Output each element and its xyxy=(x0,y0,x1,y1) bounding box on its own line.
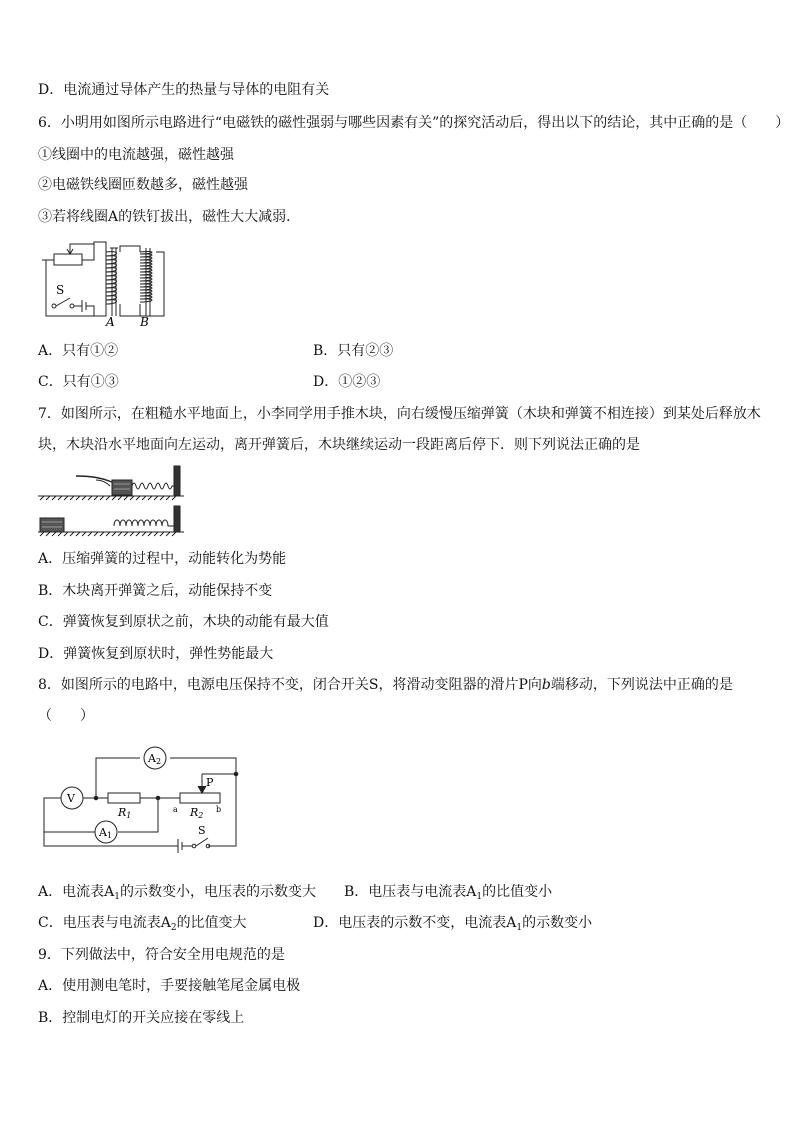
q7-option-d[interactable]: D．弹簧恢复到原状时，弹性势能最大 xyxy=(38,646,274,662)
q8-option-b-sub: 1 xyxy=(476,892,483,902)
q8-r2-label: R2 xyxy=(190,806,204,820)
q6-statement-3: ③若将线圈A的铁钉拔出，磁性大大减弱． xyxy=(38,209,301,225)
q6-option-c[interactable]: C．只有①③ xyxy=(38,374,119,390)
q7-option-c[interactable]: C．弹簧恢复到原状之前，木块的动能有最大值 xyxy=(38,614,329,630)
q8-stem-line-1 xyxy=(38,675,733,695)
q9-option-a[interactable]: A．使用测电笔时，手要接触笔尾金属电极 xyxy=(38,978,301,994)
q6-switch-label: S xyxy=(56,283,65,297)
q8-r1-label: R1 xyxy=(118,806,132,820)
q8-option-b-text-end: 的比值变小 xyxy=(482,884,553,900)
q8-option-d-sub: 1 xyxy=(516,923,523,933)
q6-option-b[interactable]: B．只有②③ xyxy=(313,343,394,359)
q8-option-a-text-end: 的示数变小，电压表的示数变大 xyxy=(119,884,316,900)
q7-option-a[interactable]: A．压缩弹簧的过程中，动能转化为势能 xyxy=(38,551,287,567)
q8-stem-line-2: （ ） xyxy=(38,708,94,724)
q8-option-d[interactable] xyxy=(313,913,592,933)
q6-stem: 6．小明用如图所示电路进行“电磁铁的磁性强弱与哪些因素有关”的探究活动后，得出以下的结论，其中正确的是（ ） xyxy=(38,115,790,131)
q8-stem-end-b: b xyxy=(541,677,551,693)
q6-coil-b-label: B xyxy=(140,315,149,328)
q8-stem-text-end: 端移动，下列说法中正确的是 xyxy=(550,677,733,693)
q8-option-d-text: D．电压表的示数不变，电流表A xyxy=(313,915,517,931)
q8-option-c[interactable] xyxy=(38,913,247,933)
q8-option-a[interactable] xyxy=(38,882,316,902)
q6-coil-a-label: A xyxy=(106,315,115,328)
q9-stem: 9．下列做法中，符合安全用电规范的是 xyxy=(38,947,285,963)
q7-stem-line-1: 7．如图所示，在粗糙水平地面上，小李同学用手推木块，向右缓慢压缩弹簧（木块和弹簧不相连接）到某处后释放木 xyxy=(38,406,761,422)
q7-option-b[interactable]: B．木块离开弹簧之后，动能保持不变 xyxy=(38,583,273,599)
q6-statement-1: ①线圈中的电流越强，磁性越强 xyxy=(38,147,234,163)
q6-option-a[interactable]: A．只有①② xyxy=(38,343,119,359)
q6-statement-2: ②电磁铁线圈匝数越多，磁性越强 xyxy=(38,177,248,193)
q8-option-a-sub: 1 xyxy=(114,892,120,902)
previous-question-option-d: D．电流通过导体产生的热量与导体的电阻有关 xyxy=(38,82,330,98)
q7-block-spring-figure xyxy=(36,462,186,538)
q6-electromagnet-circuit-figure xyxy=(36,236,166,328)
q8-a1-label: A1 xyxy=(99,826,113,840)
q8-option-d-text-end: 的示数变小 xyxy=(522,915,593,931)
q8-circuit-figure xyxy=(40,742,245,860)
q8-switch-label: S xyxy=(198,824,206,837)
q8-end-b-label: b xyxy=(216,805,222,814)
q9-option-b[interactable]: B．控制电灯的开关应接在零线上 xyxy=(38,1010,245,1026)
q8-slider-label: P xyxy=(206,776,214,789)
q8-a2-label: A2 xyxy=(148,752,162,766)
q8-stem-text: 8．如图所示的电路中，电源电压保持不变，闭合开关S，将滑动变阻器的滑片P向 xyxy=(38,677,542,693)
q6-option-d[interactable]: D．①②③ xyxy=(313,374,381,390)
q8-voltmeter-label: V xyxy=(67,792,75,805)
q8-option-b-text: B．电压表与电流表A xyxy=(344,884,477,900)
q8-option-a-text: A．电流表A xyxy=(38,884,115,900)
q7-stem-line-2: 块，木块沿水平地面向左运动，离开弹簧后，木块继续运动一段距离后停下．则下列说法正确的是 xyxy=(38,437,640,453)
q8-option-c-sub: 2 xyxy=(170,923,177,933)
q8-option-c-text-end: 的比值变大 xyxy=(176,915,247,931)
q8-option-c-text: C．电压表与电流表A xyxy=(38,915,171,931)
q8-end-a-label: a xyxy=(173,805,178,814)
q8-option-b[interactable] xyxy=(344,882,552,902)
